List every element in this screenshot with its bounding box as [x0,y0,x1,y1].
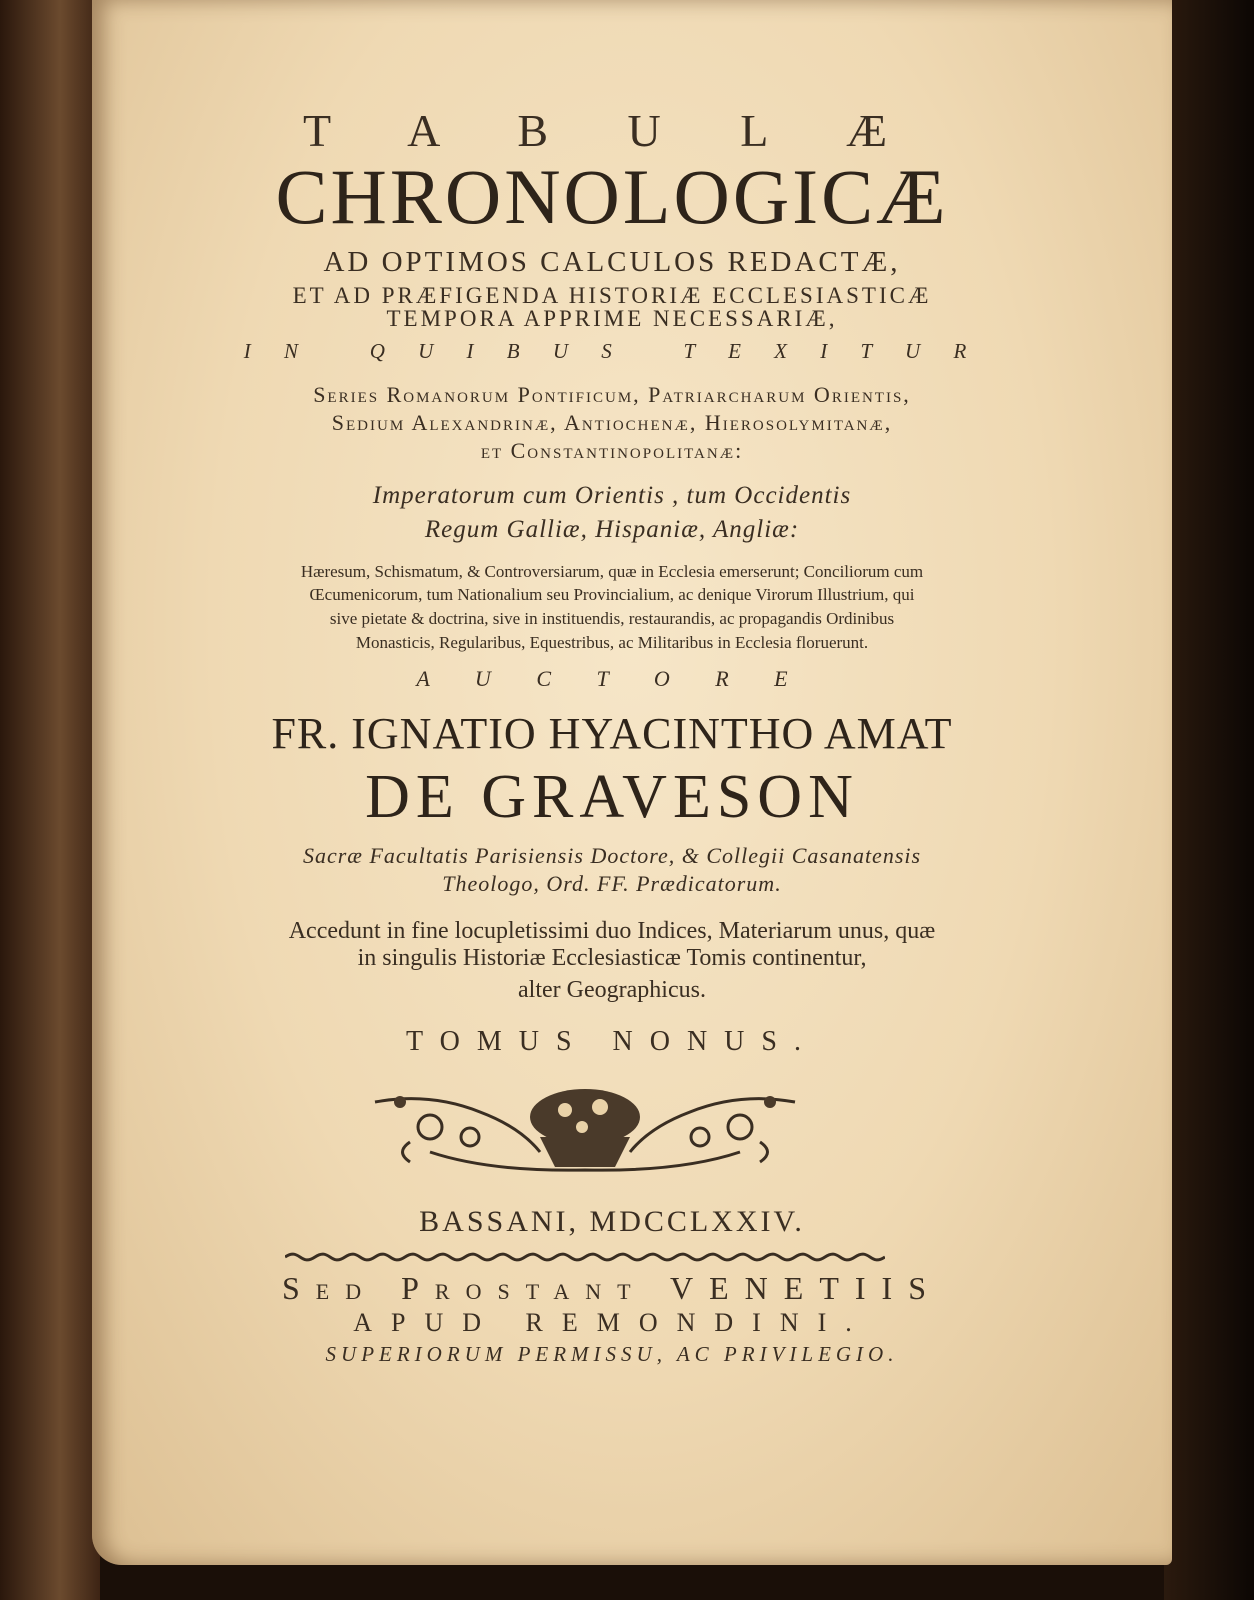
imprint-printer: APUD REMONDINI. [353,1308,871,1337]
book-cover-right [1164,0,1254,1600]
chain-rule-ornament-icon [285,1250,885,1264]
series-line-3: et Constantinopolitanæ: [480,438,744,463]
author-line-1: FR. IGNATIO HYACINTHO AMAT [271,709,953,758]
haeresum-line-4: Monasticis, Regularibus, Equestribus, ac Militaribus in Ecclesia floruerunt. [355,633,869,652]
imprint-permission: SUPERIORUM PERMISSU, AC PRIVILEGIO. [325,1342,899,1366]
book-cover-left [0,0,100,1600]
accedunt-line-2: in singulis Historiæ Ecclesiasticæ Tomis continentur, [357,945,867,971]
subtitle-line-3: TEMPORA APPRIME NECESSARIÆ, [386,306,838,331]
imprint-place: BASSANI, MDCCLXXIV. [419,1205,805,1238]
volume-label: TOMUS NONUS. [406,1026,818,1057]
haeresum-line-3: sive pietate & doctrina, sive in instituendis, restaurandis, ac propagandis Ordinibus [329,609,895,628]
regum-line: Regum Galliæ, Hispaniæ, Angliæ: [424,516,800,543]
series-line-2: Sedium Alexandrinæ, Antiochenæ, Hierosolymitanæ, [331,410,893,435]
title-line-tabulae: T A B U L Æ [302,105,922,156]
auctore: A U C T O R E [416,666,808,691]
author-titles-1: Sacræ Facultatis Parisiensis Doctore, & Collegii Casanatensis [302,843,922,868]
imprint-sale: Sed Prostant VENETIIS [282,1270,942,1306]
haeresum-line-1: Hæresum, Schismatum, & Controversiarum, quæ in Ecclesia emerserunt; Conciliorum cum [300,562,924,581]
series-line-1: Series Romanorum Pontificum, Patriarcharum Orientis, [313,382,911,407]
subtitle-line-1: AD OPTIMOS CALCULOS REDACTÆ, [323,246,901,278]
accedunt-line-3: alter Geographicus. [518,977,706,1003]
author-line-2: DE GRAVESON [365,763,859,831]
imperatorum-line: Imperatorum cum Orientis , tum Occidentis [372,482,852,509]
haeresum-line-2: Œcumenicorum, tum Nationalium seu Provincialium, ac denique Virorum Illustrium, qui [309,585,915,604]
author-titles-2: Theologo, Ord. FF. Prædicatorum. [442,871,782,896]
floral-ornament-icon [370,1082,800,1177]
title-line-chronologicae: CHRONOLOGICÆ [275,153,949,240]
accedunt-line-1: Accedunt in fine locupletissimi duo Indices, Materiarum unus, quæ [288,918,936,944]
in-quibus-texitur: I N Q U I B U S T E X I T U R [243,339,981,363]
subtitle-line-2: ET AD PRÆFIGENDA HISTORIÆ ECCLESIASTICÆ [292,283,932,308]
